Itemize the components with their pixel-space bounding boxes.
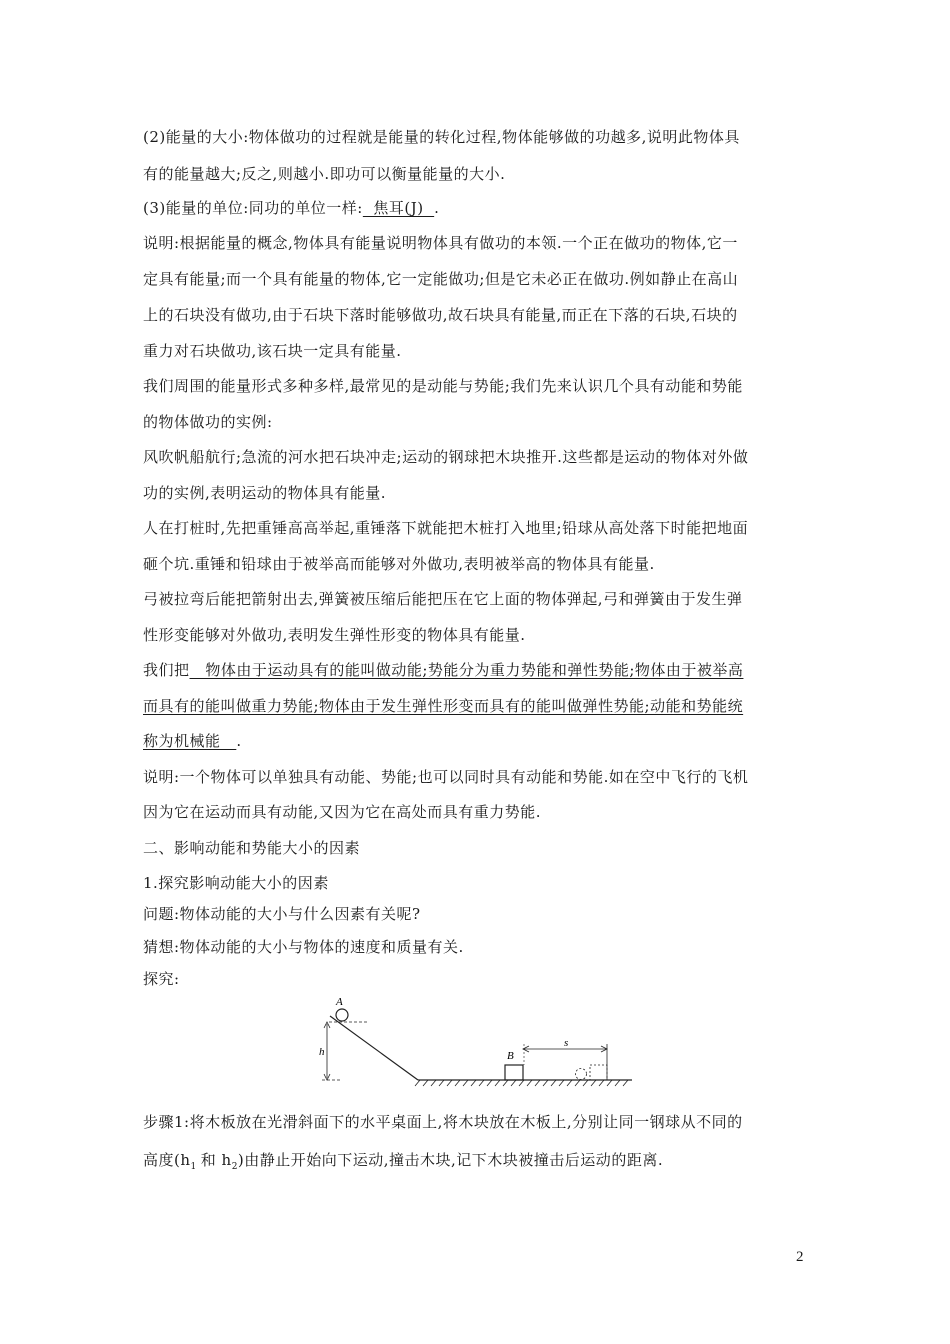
ghost-ball [576,1069,587,1080]
subscript: 2 [231,1162,238,1172]
paragraph-line: (2)能量的大小:物体做功的过程就是能量的转化过程,物体能够做的功越多,说明此物体具 [143,128,740,146]
paragraph-line [143,731,808,751]
paragraph-line: 我们周围的能量形式多种多样,最常见的是动能与势能;我们先来认识几个具有动能和势能 [143,377,743,395]
incline-line [330,1016,418,1080]
paragraph-line: 因为它在运动而具有动能,又因为它在高处而具有重力势能. [143,803,542,821]
answer-blank: 称为机械能 [143,732,237,750]
block-b [505,1065,523,1080]
section-heading: 二、影响动能和势能大小的因素 [143,839,361,857]
ground-hatching [415,1080,628,1086]
paragraph-line [143,198,808,218]
subsection-heading: 1.探究影响动能大小的因素 [143,874,329,892]
text-run: 我们把 [143,661,190,679]
paragraph-line: 性形变能够对外做功,表明发生弹性形变的物体具有能量. [143,626,526,644]
label-h: h [319,1046,325,1058]
text-run: (3)能量的单位:同功的单位一样: [143,199,363,217]
page-number: 2 [796,1249,804,1265]
ball-a [336,1009,348,1021]
paragraph-line: 弓被拉弯后能把箭射出去,弹簧被压缩后能把压在它上面的物体弹起,弓和弹簧由于发生弹 [143,590,743,608]
paragraph-line: 重力对石块做功,该石块一定具有能量. [143,342,402,360]
paragraph-line: 问题:物体动能的大小与什么因素有关呢? [143,905,421,923]
text-run: . [236,732,242,750]
text-run: 高度(h [143,1151,191,1169]
text-run: . [434,199,440,217]
label-b: B [507,1050,514,1062]
paragraph-line: 探究: [143,970,180,988]
label-a: A [336,996,343,1008]
paragraph-line [143,696,808,716]
paragraph-line: 说明:根据能量的概念,物体具有能量说明物体具有做功的本领.一个正在做功的物体,它一 [143,234,738,252]
paragraph-line: 的物体做功的实例: [143,413,273,431]
answer-blank: 物体由于运动具有的能叫做动能;势能分为重力势能和弹性势能;物体由于被举高 [189,661,744,679]
paragraph-line: 上的石块没有做功,由于石块下落时能够做功,故石块具有能量,而正在下落的石块,石块的 [143,306,738,324]
paragraph-line: 人在打桩时,先把重锤高高举起,重锤落下就能把木桩打入地里;铅球从高处落下时能把地面 [143,519,749,537]
experiment-figure [300,992,640,1092]
paragraph-line: 猜想:物体动能的大小与物体的速度和质量有关. [143,938,464,956]
label-s: s [564,1037,569,1049]
paragraph-line [143,1150,808,1177]
text-run: )由静止开始向下运动,撞击木块,记下木块被撞击后运动的距离. [237,1151,664,1169]
answer-blank: 焦耳(J) [362,199,435,217]
paragraph-line: 功的实例,表明运动的物体具有能量. [143,484,387,502]
subscript: 1 [190,1162,197,1172]
answer-blank: 而具有的能叫做重力势能;物体由于发生弹性形变而具有的能叫做弹性势能;动能和势能统 [143,697,744,715]
paragraph-line [143,660,808,680]
text-run: 和 h [200,1151,232,1169]
paragraph-line: 定具有能量;而一个具有能量的物体,它一定能做功;但是它未必正在做功.例如静止在高山 [143,270,739,288]
paragraph-line: 说明:一个物体可以单独具有动能、势能;也可以同时具有动能和势能.如在空中飞行的飞机 [143,768,749,786]
paragraph-line: 砸个坑.重锤和铅球由于被举高而能够对外做功,表明被举高的物体具有能量. [143,555,655,573]
paragraph-line: 风吹帆船航行;急流的河水把石块冲走;运动的钢球把木块推开.这些都是运动的物体对外做 [143,448,749,466]
paragraph-line: 有的能量越大;反之,则越小.即功可以衡量能量的大小. [143,165,506,183]
ghost-block [590,1065,607,1080]
paragraph-line: 步骤1:将木板放在光滑斜面下的水平桌面上,将木块放在木板上,分别让同一钢球从不同的 [143,1113,743,1131]
